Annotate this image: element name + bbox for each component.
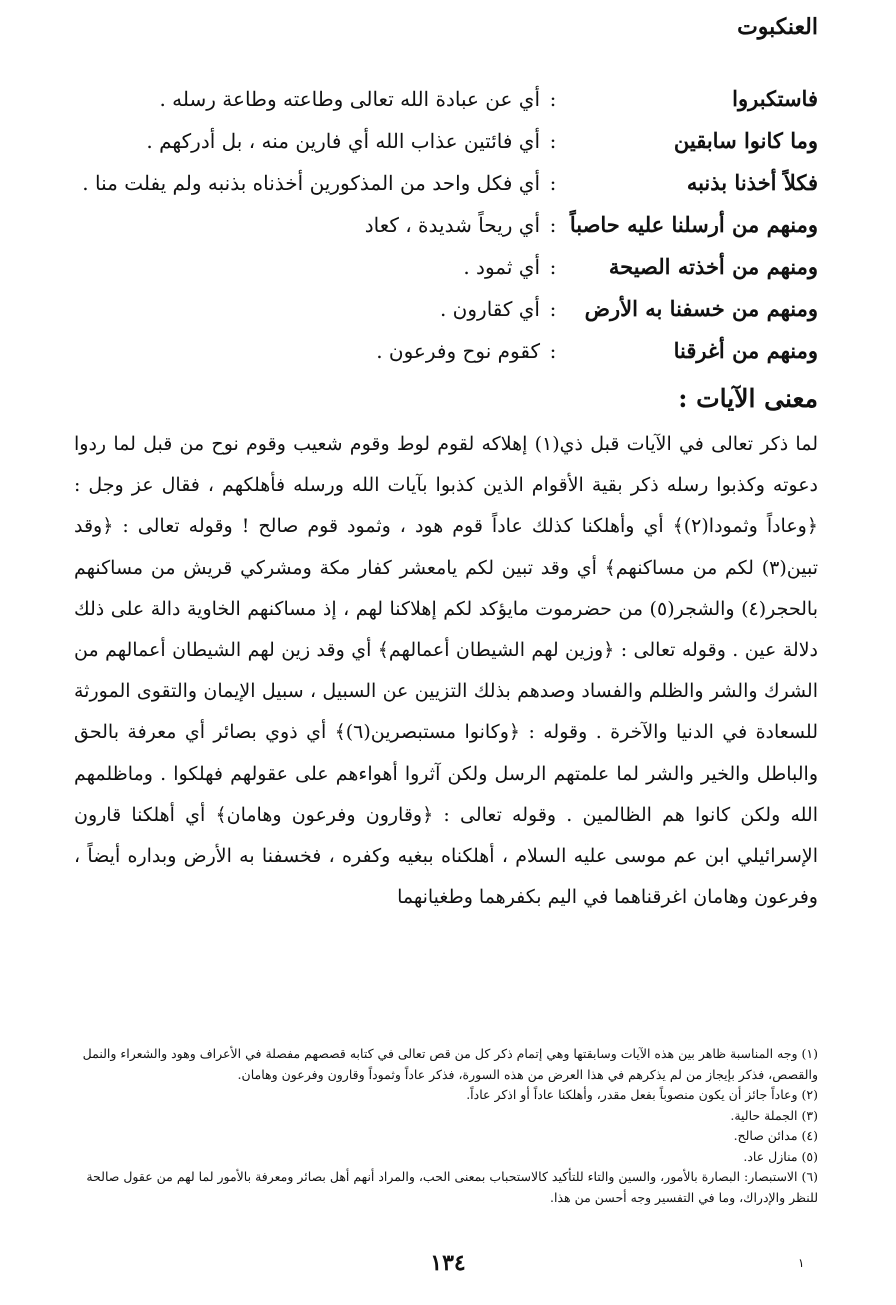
- glossary-row: [58, 86, 818, 128]
- glossary-colon: :: [549, 297, 557, 321]
- glossary-definition: أي فائتين عذاب الله أي فارين منه ، بل أدركهم .: [146, 129, 540, 153]
- glossary-definition: أي ثمود .: [463, 255, 540, 279]
- footnote: (٦) الاستبصار: البصارة بالأمور، والسين والتاء للتأكيد كالاستحباب بمعنى الحب، والمراد أنهم أهل بصائر ومعرفة بالأمور لما لهم من عقول صالحة للنظر والإدراك، وما في التفسير وجه أحسن من هذا.: [86, 1169, 818, 1205]
- glossary-term: وما كانوا سابقين: [673, 128, 818, 153]
- glossary-colon: :: [549, 339, 557, 363]
- glossary-definition: أي ريحاً شديدة ، كعاد: [364, 213, 540, 237]
- glossary-colon: :: [549, 213, 557, 237]
- glossary-row: [58, 128, 818, 170]
- glossary-colon: :: [549, 129, 557, 153]
- glossary-definition: أي كقارون .: [439, 297, 540, 321]
- footnote: (٣) الجملة حالية.: [730, 1107, 818, 1123]
- footnote: (٤) مدائن صالح.: [733, 1128, 818, 1143]
- glossary-term: ومنهم من أخذته الصيحة: [608, 254, 818, 279]
- page-number: ١٣٤: [430, 1250, 466, 1276]
- glossary-row: [58, 212, 818, 254]
- section-title: معنى الآيات :: [678, 384, 818, 413]
- glossary-row: [58, 296, 818, 338]
- glossary-row: [58, 170, 818, 212]
- glossary: [58, 86, 818, 380]
- glossary-definition: أي عن عبادة الله تعالى وطاعته وطاعة رسله .: [159, 87, 540, 111]
- glossary-term: فكلاً أخذنا بذنبه: [686, 170, 818, 195]
- glossary-term: ومنهم من خسفنا به الأرض: [584, 296, 818, 321]
- running-header: العنكبوت: [737, 14, 818, 40]
- glossary-colon: :: [549, 255, 557, 279]
- glossary-row: [58, 254, 818, 296]
- footnote: (٥) منازل عاد.: [743, 1148, 818, 1164]
- glossary-term: ومنهم من أرسلنا عليه حاصباً: [569, 212, 818, 237]
- footnotes: [74, 1044, 818, 1208]
- footnote: (٢) وعاداً جائز أن يكون منصوباً بفعل مقدر، وأهلكنا عاداً أو اذكر عاداً.: [466, 1087, 818, 1102]
- body-paragraph: لما ذكر تعالى في الآيات قبل ذي(١) إهلاكه لقوم لوط وقوم شعيب وقوم نوح من قبل لما ردوا دعوته وكذبوا رسله ذكر بقية الأقوام الذين كذبوا بآيات الله ورسله فأهلكهم ، فقال عز وجل : ﴿وعاداً وثمودا(٢)﴾ أي وأهلكنا كذلك عاداً قوم هود ، وثمود قوم صالح ! وقوله تعالى : ﴿وقد تبين(٣) لكم من مساكنهم﴾ أي وقد تبين لكم يامعشر كفار مكة ومشركي قريش من مساكنهم بالحجر(٤) والشجر(٥) من حضرموت مايؤكد لكم إهلاكنا لهم ، إذ مساكنهم الخاوية دالة على ذلك دلالة عين . وقوله تعالى : ﴿وزين لهم الشيطان أعمالهم﴾ أي وقد زين لهم الشيطان أعمالهم من الشرك والشر والظلم والفساد وصدهم بذلك التزيين عن السبيل ، سبيل الإيمان والتقوى المورثة للسعادة في الدنيا والآخرة . وقوله : ﴿وكانوا مستبصرين(٦)﴾ أي ذوي بصائر أي معرفة بالحق والباطل والخير والشر لما علمتهم الرسل ولكن آثروا أهواءهم على عقولهم فهلكوا . وماظلمهم الله ولكن كانوا هم الظالمين . وقوله تعالى : ﴿وقارون وفرعون وهامان﴾ أي أهلكنا قارون الإسرائيلي ابن عم موسى عليه السلام ، أهلكناه ببغيه وكفره ، فخسفنا به الأرض وبداره أيضاً ، وفرعون وهامان اغرقناهما في اليم بكفرهما وطغيانهما: [74, 433, 819, 909]
- footnote: (١) وجه المناسبة ظاهر بين هذه الآيات وسابقتها وهي إتمام ذكر كل من قص تعالى في كتابه قصصهم مفصلة في الأعراف وهود والشعراء والنمل والقصص، فذكر بإيجاز من لم يذكرهم في هذا العرض من هذه السورة، فذكر عاداً وثموداً وقارون وفرعون وهامان.: [82, 1046, 818, 1082]
- glossary-term: ومنهم من أغرقنا: [673, 338, 818, 363]
- glossary-definition: أي فكل واحد من المذكورين أخذناه بذنبه ولم يفلت منا .: [82, 171, 540, 195]
- glossary-term: فاستكبروا: [732, 86, 818, 111]
- corner-mark: ١: [798, 1256, 805, 1270]
- glossary-row: [58, 338, 818, 380]
- glossary-colon: :: [549, 171, 557, 195]
- glossary-colon: :: [549, 87, 557, 111]
- glossary-definition: كقوم نوح وفرعون .: [376, 339, 540, 363]
